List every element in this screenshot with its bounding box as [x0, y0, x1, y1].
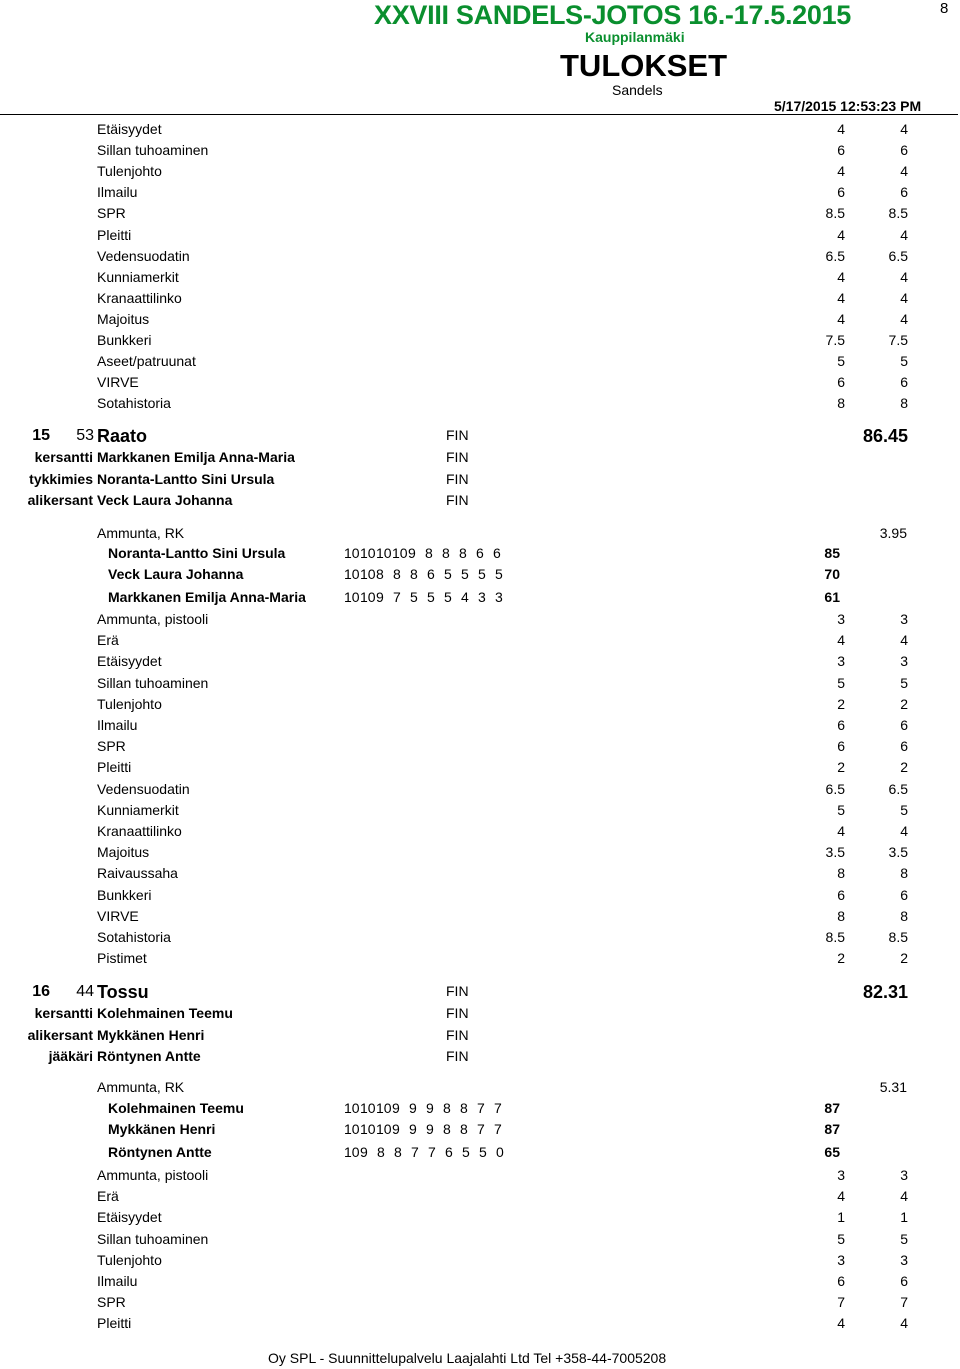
event-points: 5 — [837, 801, 845, 818]
shot-value: 5 — [462, 1144, 470, 1160]
shot-value: 7 — [494, 1121, 502, 1137]
member-name: Veck Laura Johanna — [97, 492, 233, 508]
shot-value: 10 — [376, 545, 392, 561]
team-name: Tossu — [97, 982, 149, 1002]
event-points: 3 — [837, 653, 845, 670]
event-points: 3 — [837, 611, 845, 627]
event-points: 8 — [837, 395, 845, 412]
event-points-total: 3 — [900, 1251, 908, 1268]
event-points-total: 5 — [900, 353, 908, 370]
shot-value: 9 — [409, 1100, 417, 1116]
shooter-total: 85 — [824, 545, 840, 561]
member-country: FIN — [446, 470, 469, 487]
member-name: Noranta-Lantto Sini Ursula — [97, 470, 275, 487]
event-points: 4 — [837, 1315, 845, 1332]
event-points: 6 — [837, 886, 845, 903]
event-points-total: 4 — [900, 121, 908, 137]
shooter-name: Kolehmainen Teemu — [108, 1100, 244, 1116]
event-points: 6.5 — [825, 780, 845, 797]
shot-value: 5 — [444, 589, 452, 605]
print-timestamp: 5/17/2015 12:53:23 PM — [774, 98, 922, 114]
shooter-total: 87 — [824, 1121, 840, 1137]
event-label: Sillan tuhoaminen — [97, 674, 209, 691]
event-label: Etäisyydet — [97, 1209, 162, 1226]
shooter-shots — [344, 1099, 569, 1117]
event-points: 4 — [837, 226, 845, 243]
event-points-total: 5 — [900, 801, 908, 818]
shooter-shots — [344, 588, 569, 606]
shot-value: 5 — [479, 1144, 487, 1160]
team-total-score: 86.45 — [862, 426, 908, 446]
event-points: 2 — [837, 950, 845, 967]
shot-value: 10 — [360, 545, 376, 561]
event-points-total: 2 — [900, 950, 908, 967]
team-number: 53 — [76, 427, 94, 444]
shot-value: 9 — [426, 1121, 434, 1137]
shot-value: 4 — [461, 589, 469, 605]
shot-value: 10 — [376, 1121, 392, 1137]
shot-value: 10 — [360, 1121, 376, 1137]
event-label: Raivaussaha — [97, 865, 178, 882]
event-points: 4 — [837, 310, 845, 327]
shot-value: 8 — [394, 1144, 402, 1160]
event-location: Kauppilanmäki — [585, 29, 685, 45]
shooter-total: 87 — [824, 1100, 840, 1116]
shooter-shots — [344, 1120, 569, 1138]
shot-value: 10 — [344, 1100, 360, 1116]
shot-value: 10 — [344, 589, 360, 605]
event-points-total: 2 — [900, 695, 908, 712]
shot-value: 5 — [478, 566, 486, 582]
shot-value: 10 — [344, 545, 360, 561]
shot-value: 9 — [392, 1100, 400, 1116]
event-points-total: 6 — [900, 374, 908, 391]
event-label: Sillan tuhoaminen — [97, 142, 209, 159]
event-points: 4 — [837, 823, 845, 839]
team-number: 44 — [76, 983, 94, 1000]
shot-value: 5 — [495, 566, 503, 582]
event-points-total: 4 — [900, 310, 908, 327]
event-points-total: 8 — [900, 395, 908, 412]
shooter-total: 61 — [824, 589, 840, 605]
event-points-total: 4 — [900, 226, 908, 243]
shot-value: 10 — [344, 566, 360, 582]
shot-value: 8 — [376, 566, 384, 582]
member-country: FIN — [446, 492, 469, 508]
member-rank: jääkäri — [48, 1048, 93, 1064]
shot-value: 8 — [425, 545, 433, 561]
shot-value: 10 — [360, 566, 376, 582]
event-points: 6 — [837, 142, 845, 159]
event-points: 4 — [837, 1188, 845, 1205]
shot-value: 9 — [409, 1121, 417, 1137]
shot-value: 8 — [377, 1144, 385, 1160]
team-country: FIN — [446, 983, 469, 999]
event-points-total: 4 — [900, 1315, 908, 1332]
event-points-total: 3 — [900, 611, 908, 627]
shot-value: 5 — [444, 566, 452, 582]
shot-value: 9 — [408, 545, 416, 561]
shot-value: 3 — [495, 589, 503, 605]
event-points: 7 — [837, 1294, 845, 1311]
event-label: SPR — [97, 1294, 126, 1311]
member-rank: kersantti — [34, 1005, 93, 1021]
page-number: 8 — [940, 0, 949, 17]
event-points-total: 3.5 — [888, 844, 908, 861]
event-points: 8 — [837, 907, 845, 924]
event-points-total: 7 — [900, 1294, 908, 1311]
team-total-score: 82.31 — [862, 982, 908, 1002]
event-label: Tulenjohto — [97, 1251, 162, 1268]
event-label: Sillan tuhoaminen — [97, 1230, 209, 1247]
shot-value: 7 — [411, 1144, 419, 1160]
event-label: Etäisyydet — [97, 653, 162, 670]
event-points-total: 2 — [900, 759, 908, 776]
team-placement: 15 — [32, 427, 50, 444]
event-label: Ammunta, pistooli — [97, 611, 209, 627]
event-points-total: 8 — [900, 907, 908, 924]
event-label: VIRVE — [97, 907, 139, 924]
member-rank: alikersant — [27, 492, 93, 508]
event-points: 5 — [837, 353, 845, 370]
shot-value: 5 — [461, 566, 469, 582]
member-rank: kersantti — [34, 449, 93, 465]
event-label: SPR — [97, 205, 126, 222]
shot-value: 7 — [393, 589, 401, 605]
member-name: Markkanen Emilja Anna-Maria — [97, 449, 295, 465]
event-points: 3.5 — [825, 844, 845, 861]
shot-value: 7 — [477, 1121, 485, 1137]
member-country: FIN — [446, 1005, 469, 1021]
shooter-total: 65 — [824, 1144, 840, 1160]
event-points: 1 — [837, 1209, 845, 1226]
event-points-total: 4 — [900, 823, 908, 839]
member-country: FIN — [446, 449, 469, 465]
shot-value: 8 — [443, 1121, 451, 1137]
event-points: 4 — [837, 289, 845, 306]
event-points-total: 4 — [900, 268, 908, 285]
event-points-total: 5 — [900, 1230, 908, 1247]
shooter-total: 70 — [824, 566, 840, 582]
event-points-total: 3 — [900, 1167, 908, 1183]
event-points: 8 — [837, 865, 845, 882]
shot-value: 6 — [427, 566, 435, 582]
shooting-label: Ammunta, RK — [97, 525, 185, 541]
event-label: Bunkkeri — [97, 332, 152, 348]
event-points: 6.5 — [825, 247, 845, 264]
shooter-shots — [344, 1143, 569, 1161]
event-points: 6 — [837, 738, 845, 755]
event-points-total: 6.5 — [888, 247, 908, 264]
event-label: Sotahistoria — [97, 395, 171, 412]
shooter-shots — [344, 544, 569, 562]
member-rank: tykkimies — [29, 470, 93, 487]
event-points: 6 — [837, 1273, 845, 1289]
shot-value: 10 — [344, 1144, 360, 1160]
event-points: 3 — [837, 1251, 845, 1268]
event-points-total: 6.5 — [888, 780, 908, 797]
shooter-name: Veck Laura Johanna — [108, 566, 244, 582]
event-points-total: 8.5 — [888, 929, 908, 945]
event-points: 4 — [837, 632, 845, 649]
shooting-score: 3.95 — [879, 525, 907, 541]
event-label: Pistimet — [97, 950, 147, 967]
event-points: 6 — [837, 717, 845, 733]
event-label: Erä — [97, 1188, 119, 1205]
shooting-score: 5.31 — [879, 1079, 907, 1095]
event-label: Sotahistoria — [97, 929, 171, 945]
event-label: SPR — [97, 738, 126, 755]
event-points-total: 1 — [900, 1209, 908, 1226]
event-points-total: 8.5 — [888, 205, 908, 222]
shooter-name: Noranta-Lantto Sini Ursula — [108, 545, 286, 561]
member-name: Mykkänen Henri — [97, 1026, 205, 1043]
shot-value: 7 — [494, 1100, 502, 1116]
shot-value: 8 — [459, 545, 467, 561]
team-country: FIN — [446, 427, 469, 443]
event-points: 8.5 — [825, 929, 845, 945]
event-label: Ilmailu — [97, 184, 138, 201]
shot-value: 8 — [410, 566, 418, 582]
event-label: Kunniamerkit — [97, 268, 179, 285]
event-title: XXVIII SANDELS-JOTOS 16.-17.5.2015 — [374, 0, 852, 30]
event-points-total: 4 — [900, 289, 908, 306]
shot-value: 10 — [392, 545, 408, 561]
shot-value: 8 — [460, 1121, 468, 1137]
shot-value: 7 — [477, 1100, 485, 1116]
event-label: Vedensuodatin — [97, 247, 190, 264]
event-points-total: 4 — [900, 632, 908, 649]
event-points: 5 — [837, 1230, 845, 1247]
shot-value: 8 — [460, 1100, 468, 1116]
shot-value: 0 — [496, 1144, 504, 1160]
shot-value: 9 — [376, 589, 384, 605]
shot-value: 6 — [476, 545, 484, 561]
event-points-total: 6 — [900, 1273, 908, 1289]
shooter-name: Mykkänen Henri — [108, 1121, 216, 1137]
team-name: Raato — [97, 426, 148, 446]
event-points: 2 — [837, 695, 845, 712]
shot-value: 7 — [428, 1144, 436, 1160]
shooter-shots — [344, 565, 569, 583]
event-points-total: 6 — [900, 717, 908, 733]
shot-value: 8 — [443, 1100, 451, 1116]
event-label: Kranaattilinko — [97, 289, 182, 306]
event-points-total: 4 — [900, 1188, 908, 1205]
shot-value: 6 — [493, 545, 501, 561]
shot-value: 9 — [392, 1121, 400, 1137]
shot-value: 8 — [442, 545, 450, 561]
shot-value: 10 — [360, 589, 376, 605]
event-label: Vedensuodatin — [97, 780, 190, 797]
event-label: Pleitti — [97, 226, 132, 243]
event-points: 7.5 — [825, 332, 845, 348]
event-points: 3 — [837, 1167, 845, 1183]
member-country: FIN — [446, 1048, 469, 1064]
shot-value: 8 — [393, 566, 401, 582]
shooter-name: Röntynen Antte — [108, 1144, 212, 1160]
shot-value: 9 — [426, 1100, 434, 1116]
class-name: Sandels — [612, 82, 663, 98]
event-points-total: 6 — [900, 142, 908, 159]
shot-value: 10 — [360, 1100, 376, 1116]
event-points-total: 3 — [900, 653, 908, 670]
event-points: 4 — [837, 121, 845, 137]
event-points: 4 — [837, 268, 845, 285]
event-label: Kunniamerkit — [97, 801, 179, 818]
event-label: Ammunta, pistooli — [97, 1167, 209, 1183]
shot-value: 5 — [427, 589, 435, 605]
event-label: Etäisyydet — [97, 121, 162, 137]
shooter-name: Markkanen Emilja Anna-Maria — [108, 589, 306, 605]
event-points: 2 — [837, 759, 845, 776]
event-label: Ilmailu — [97, 717, 138, 733]
event-label: Tulenjohto — [97, 695, 162, 712]
event-points: 5 — [837, 674, 845, 691]
event-points: 6 — [837, 184, 845, 201]
event-label: Majoitus — [97, 844, 150, 861]
shot-value: 5 — [410, 589, 418, 605]
header-divider — [0, 114, 958, 115]
member-name: Kolehmainen Teemu — [97, 1005, 233, 1021]
event-label: Aseet/patruunat — [97, 353, 196, 370]
event-label: Erä — [97, 632, 119, 649]
shot-value: 10 — [344, 1121, 360, 1137]
results-title: TULOKSET — [560, 48, 728, 83]
shot-value: 3 — [478, 589, 486, 605]
event-label: Pleitti — [97, 759, 132, 776]
member-country: FIN — [446, 1026, 469, 1043]
shot-value: 10 — [376, 1100, 392, 1116]
event-points: 6 — [837, 374, 845, 391]
event-points-total: 7.5 — [888, 332, 908, 348]
event-points-total: 8 — [900, 865, 908, 882]
event-label: Pleitti — [97, 1315, 132, 1332]
event-points: 4 — [837, 163, 845, 180]
footer-text: Oy SPL - Suunnittelupalvelu Laajalahti Ltd Tel +358-44-7005208 — [268, 1350, 667, 1366]
event-points-total: 6 — [900, 184, 908, 201]
event-points-total: 6 — [900, 738, 908, 755]
event-label: Ilmailu — [97, 1273, 138, 1289]
event-label: VIRVE — [97, 374, 139, 391]
event-points-total: 4 — [900, 163, 908, 180]
event-points-total: 5 — [900, 674, 908, 691]
member-rank: alikersant — [27, 1026, 93, 1043]
event-points-total: 6 — [900, 886, 908, 903]
event-label: Majoitus — [97, 310, 150, 327]
team-placement: 16 — [32, 983, 50, 1000]
shot-value: 9 — [360, 1144, 368, 1160]
event-label: Kranaattilinko — [97, 823, 182, 839]
event-label: Bunkkeri — [97, 886, 152, 903]
event-points: 8.5 — [825, 205, 845, 222]
shooting-label: Ammunta, RK — [97, 1079, 185, 1095]
shot-value: 6 — [445, 1144, 453, 1160]
member-name: Röntynen Antte — [97, 1048, 201, 1064]
event-label: Tulenjohto — [97, 163, 162, 180]
